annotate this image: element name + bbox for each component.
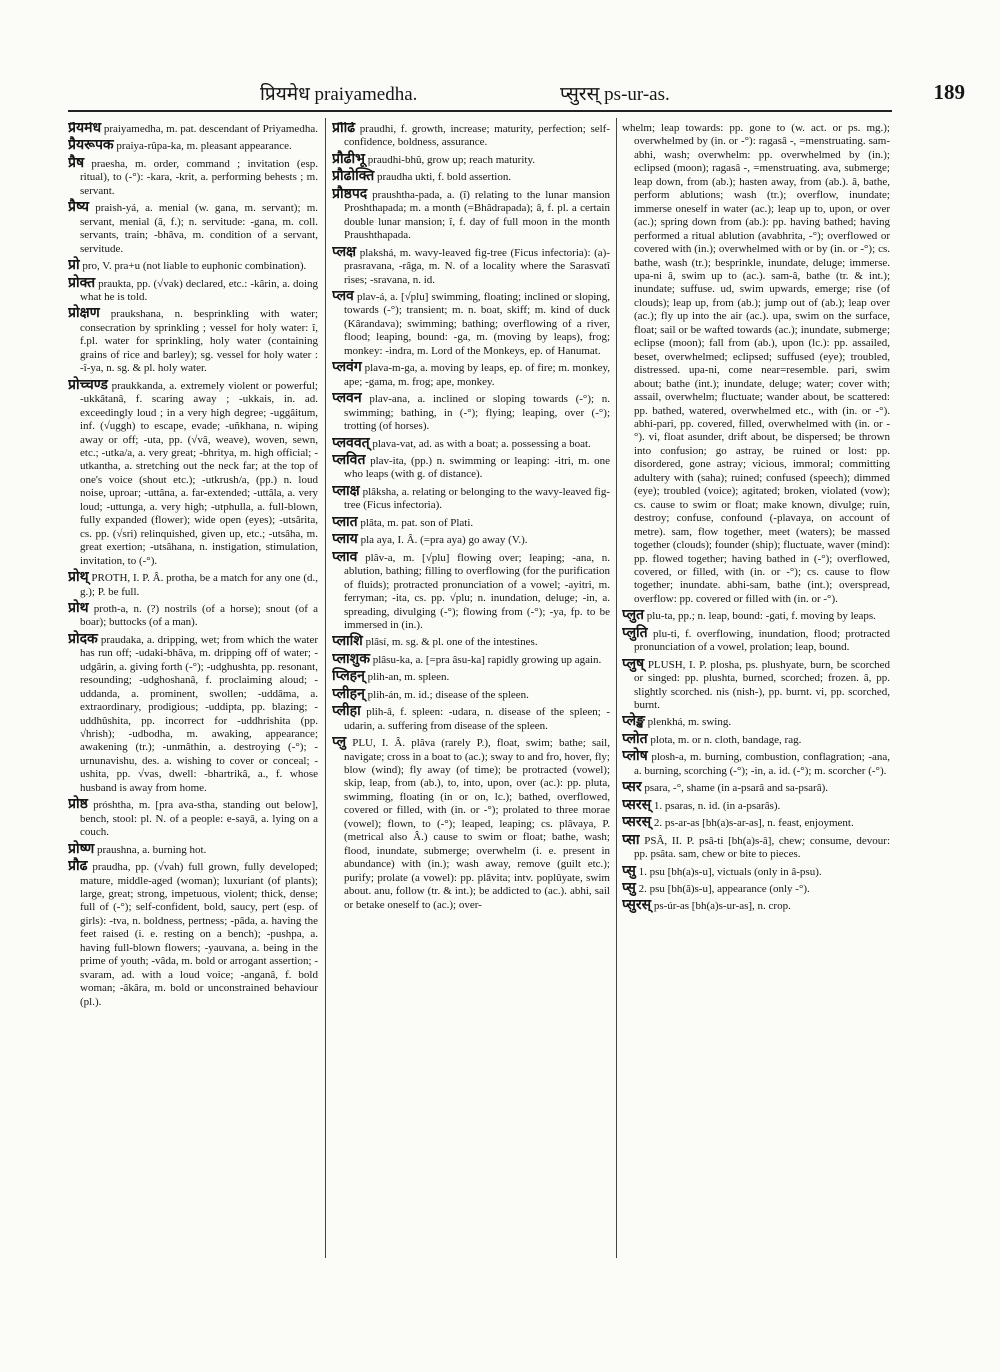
entry-headword: प्लोत — [622, 731, 648, 747]
dictionary-entry — [622, 781, 890, 795]
entry-headword: प्रोष्ण — [68, 841, 95, 857]
entry-definition: 1. psu [bh(a)s-u], victuals (only in â-psu). — [638, 865, 822, 878]
entry-headword: प्लाशुक — [332, 651, 370, 667]
header-right-guideword: प्सुरस् ps-ur-as. — [560, 84, 670, 105]
entry-definition: ps-úr-as [bh(a)s-ur-as], n. crop. — [653, 900, 791, 913]
entry-headword: प्लिहन् — [332, 669, 365, 685]
entry-definition: plosh-a, m. burning, combustion, conflagration; -ana, a. burning, scorching (-°); -in, a. id. (-°); m. scorcher (-°). — [634, 751, 890, 777]
dictionary-entry — [332, 688, 610, 702]
entry-headword: प्रोथ् — [68, 570, 89, 586]
dictionary-entry — [68, 843, 318, 857]
entry-definition: praukshana, n. besprinkling with water; consecration by sprinkling ; vessel for holy water: î, f.pl. water for sprinkling, holy water (containing grains of rice and barley); sg. vessel for holy water : -î-ya, n. sg. & pl. holy water. — [80, 308, 318, 375]
dictionary-entry — [68, 571, 318, 599]
entry-definition: praudhi-bhû, grow up; reach maturity. — [367, 153, 535, 166]
dictionary-entry — [68, 798, 318, 839]
column-divider — [325, 118, 326, 1258]
entry-headword: प्लाशि — [332, 634, 363, 650]
entry-definition: praesha, m. order, command ; invitation (esp. ritual), to (-°): -kara, -krit, a. performing behests ; m. servant. — [80, 157, 318, 197]
entry-definition: plâta, m. pat. son of Plati. — [360, 516, 474, 529]
entry-definition: plâksha, a. relating or belonging to the wavy-leaved fig-tree (Ficus infectoria). — [344, 485, 610, 512]
column-divider — [616, 118, 617, 1258]
dictionary-entry — [622, 715, 890, 729]
entry-definition: praiyamedha, m. pat. descendant of Priyamedha. — [103, 123, 318, 135]
entry-headword: प्रोदक — [68, 631, 98, 647]
entry-headword: प्लुति — [622, 625, 648, 641]
entry-definition: praudha, pp. (√vah) full grown, fully developed; mature, middle-aged (woman); luxuriant (of plants); large, great; strong, impetuous, violent; thick, dense; full of (-°); self-confident, bold, saucy, pert (esp. of girls): -tva, n. boldness, pertness; -pâda, a. having the feet raised (i. e. resting on a bench); -pushpa, a. having full-blown flowers; -yauvana, a. being in the prime of youth; -vâda, m. bold or arrogant assertion; -svaram, ad. with a loud voice; -anganâ, f. bold woman; -âkâra, m. bold or unconstrained behaviour (pl.). — [80, 861, 318, 1008]
dictionary-entry — [332, 290, 610, 358]
entry-headword: प्रैयरूपक — [68, 138, 114, 154]
entry-headword: प्सर — [622, 780, 642, 796]
dictionary-entry — [622, 658, 890, 713]
column-2 — [332, 122, 610, 1357]
entry-headword: प्लाव — [332, 549, 358, 565]
dictionary-entry — [332, 635, 610, 649]
entry-headword: प्रोक्षण — [68, 306, 100, 322]
dictionary-entry — [68, 157, 318, 198]
entry-definition: 1. psaras, n. id. (in a-psarâs). — [653, 799, 781, 812]
dictionary-entry — [332, 392, 610, 433]
entry-definition: plava-vat, ad. as with a boat; a. possessing a boat. — [372, 437, 591, 450]
dictionary-entry — [332, 170, 610, 184]
entry-headword: प्लात — [332, 514, 358, 530]
entry-headword: प्सरस् — [622, 815, 652, 831]
entry-definition: praukta, pp. (√vak) declared, etc.: -kârin, a. doing what he is told. — [80, 277, 318, 303]
entry-headword: प्रौढीभू — [332, 151, 365, 167]
entry-definition: praukkanda, a. extremely violent or powerful; -ukkâtanâ, f. scaring away ; -ukkais, in. ad. exceedingly loud ; in a very high degree; -uggâitum, inf. (√uggh) to escape, evade; -uñkhana, n. wiping away or off; -uta, pp. (√vâ, weave), woven, sewn, etc.; -utka/a, a. very great; -bhritya, m. high official; -utkantha, a. stretching out the neck far; at the top of one's voice (shout etc.); -utkrush/a, (pp.) n. loud noise, uproar; -uttâna, a. far-extended; -uttâla, a. very loud; -uttunga, a. very high; -utphulla, a. full-blown, fully expanded (flower); wide open (eyes); -utsârita, cs. pp. (√sri) relinquished, given up, etc.; -utsâha, m. great exertion; -utsâhana, n. instigation, stimulation, invitation, to (-°). — [80, 379, 318, 567]
header-rule — [68, 110, 892, 112]
entry-headword: प्सा — [622, 832, 640, 848]
dictionary-entry — [622, 122, 890, 606]
entry-headword: प्सु — [622, 863, 636, 879]
entry-headword: प्रो — [68, 258, 80, 274]
dictionary-entry — [68, 633, 318, 795]
entry-definition: plu-ti, f. overflowing, inundation, flood; protracted pronunciation of a vowel, prolation; leap, bound. — [634, 627, 890, 654]
dictionary-entry — [622, 865, 890, 879]
entry-definition: plav-á, a. [√plu] swimming, floating; inclined or sloping, towards (-°); transient; m. n. boat, skiff; m. kind of duck (Kârandava); swimming; bathing; overflowing of a river, flood; leaping, bound: -ga, m. (moving by leaps), frog; monkey: -indra, m. Lord of the Monkeys, ep. of Hanumat. — [344, 290, 610, 357]
entry-definition: plakshá, m. wavy-leaved fig-tree (Ficus infectoria): (a)-prasravana, -râga, m. N. of a locality where the Sarasvatî rises; -sravana, n. id. — [344, 246, 610, 286]
entry-definition: plu-ta, pp.; n. leap, bound: -gati, f. moving by leaps. — [646, 610, 876, 623]
dictionary-entry — [622, 816, 890, 830]
dictionary-entry — [68, 307, 318, 375]
entry-definition: praudaka, a. dripping, wet; from which the water has run off; -udaki-bhâva, m. dripping off of water; -udgârin, a. giving forth (-°); -udghushta, pp. resonant, resounding; -udghoshanâ, f. proclaiming aloud; -uddanda, a. prominent, swollen; -uddâma, a. extraordinary, prodigious; -uddipta, pp. blazing; -uddhûshita, pp. incorrect for -uddhrishita (pp. √hrish); -udbodha, m. awaking, appearance; awakening (tr.); -unmâthin, a. destroying (-°); -urnunavishu, des. a. wishing to cover or conceal; -ushita, pp. √vas, dwell: -bhartrikâ, a., f. whose husband is away from home. — [80, 633, 318, 794]
dictionary-entry — [332, 516, 610, 530]
dictionary-entry — [332, 705, 610, 733]
entry-definition: praudhi, f. growth, increase; maturity, perfection; self-confidence, boldness, assurance. — [344, 123, 610, 149]
dictionary-entry — [622, 627, 890, 655]
entry-definition: pro, V. pra+u (not liable to euphonic combination). — [82, 260, 307, 273]
entry-headword: प्लाय — [332, 532, 358, 548]
entry-headword: प्लव — [332, 288, 354, 304]
dictionary-entry — [68, 860, 318, 1009]
entry-definition: plava-m-ga, a. moving by leaps, ep. of fire; m. monkey, ape; -gama, m. frog; ape, monkey. — [344, 362, 610, 388]
dictionary-entry — [622, 750, 890, 778]
dictionary-entry — [68, 259, 318, 273]
dictionary-entry — [622, 899, 890, 913]
entry-headword: प्लाक्ष — [332, 483, 360, 499]
entry-headword: प्सु — [622, 881, 636, 897]
entry-definition: whelm; leap towards: pp. gone to (w. act. or ps. mg.); overwhelmed by (in. or -°): ragasâ -, =menstruating. sam-abhi, wash; overwhelm: pp. overwhelmed by (in.); eclipsed (moon); ragasâ -, =menstruating. ava, submerge; leap down, from (ab.); hasten away, from (ab.). â, bathe, perform ablutions; wash (tr.); overflow, inundate; immerse oneself in water (ac.); leap up to, upon, or over (ac.); spring down from (ab.): pp. having bathed; having performed a ritual ablution (avabhrita, -°); overflowed or covered with (in.); overwhelmed with or by (in. or -°); cs. bathe, wash (tr.); besprinkle, inundate, deluge; immerse. upa-ni â, swim up to (ac.). sam-â, bathe (tr. & int.); inundate; suffuse. ud, swim upwards, emerge; rise (of clouds); leap up, from (ab.); jump out of (ab.); leap over (ac.); fly up into the air (ac.). upa, swim on the surface, float; sail or be wafted towards (ac.); inundate, submerge; eclipse (moon); fall from (ab.), upon (lc.): pp. assailed, beset, overwhelmed; eclipsed; suffused (eye); troubled, distressed. upa-ni, come near=resemble. pari, swim about; bathe (int.); inundate, deluge; water; cover with; assail, overwhelm; fluctuate; wander about, be scattered: pp. bathed, watered, overwhelmed etc., with (in. or -°). abhi-pari, pp. covered, filled, overwhelmed with (in. or -°). vi, float asunder, drift about, be dispersed; be thrown into confusion; go astray, be ruined or lost: pp. disordered, gone astray; vicious, immoral; committing adultery with (saha); ruined; confused (speech); dimmed (eye); troubled (voice); agitated; broken, violated (vow); cs. cause to swim or float; make known, divulge; ruin, destroy; confuse, confound (-plavaya, on account of metre). sam, flow together, meet (waters); be massed together (clouds); founder (ship); fluctuate, waver (mind): pp. flowed together; having bathed in (-°); overflowed, covered, or filled, with (in. or -°); cs. cause to flow together; inundate. abhi-sam, bathe (int.); overspread, overflow: pp. covered or filled with (in. or -°). — [622, 122, 890, 605]
entry-definition: PLU, I. Â. plâva (rarely P.), float, swim; bathe; sail, navigate; cross in a boat to (ac.); sway to and fro, hover, fly; blow (wind); fly away (of time); be protracted (vowel); skip, leap, from (ab.), to, into, upon, over (ac.): pp. pluta, swimming, floating (in or on, lc.); bathed, overflowed, covered or filled, with (in. or -°); prolated to three morae (vowel); flown, to (-°); leaped, leaping; cs. plâvaya, P. (metrical also Â.) cause to swim or float; bathe, wash; flood, inundate, submerge; overwhelm (i. e. present in abundance) with (in.); wash away, remove (guilt etc.); purify; prolate (a vowel): pp. plâvita; intv. poplûyate, swim about. anu, follow (tr. & int.); be addicted to (ac.). abhi, sail or betake oneself to (ac.); over- — [344, 737, 610, 911]
entry-definition: plota, m. or n. cloth, bandage, rag. — [650, 733, 802, 746]
dictionary-entry — [622, 609, 890, 623]
entry-headword: प्रौढि — [332, 122, 356, 136]
entry-definition: psara, -°, shame (in a-psarâ and sa-psarâ). — [644, 782, 829, 795]
dictionary-entry — [622, 834, 890, 862]
column-3 — [622, 122, 890, 1357]
entry-definition: plav-ita, (pp.) n. swimming or leaping: -itri, m. one who leaps (with g. of distance). — [344, 454, 610, 481]
entry-definition: praushtha-pada, a. (î) relating to the lunar mansion Proshthapada; m. a month (=Bhâdrapada); â, f. pl. a certain double lunar mansion; î, f. day of full moon in the month Praushthapada. — [344, 188, 610, 242]
entry-definition: praudha ukti, f. bold assertion. — [376, 171, 512, 184]
page-number: 189 — [933, 80, 965, 104]
dictionary-entry — [332, 670, 610, 684]
entry-definition: praiya-rûpa-ka, m. pleasant appearance. — [116, 140, 292, 153]
dictionary-entry — [332, 551, 610, 633]
entry-definition: plâv-a, m. [√plu] flowing over; leaping; -ana, n. ablution, bathing; filling to overflowing (for the purification of fluids); protracted pronunciation of a vowel; -ayitri, m. ferryman; -ita, cs. pp. √plu; n. inundation, deluge; -in, a. spreading, divulging (-°); flowing from (-°); -ya, fp. to be immersed in (in.). — [344, 551, 610, 631]
entry-definition: plenkhá, m. swing. — [647, 716, 732, 729]
page-header — [70, 80, 965, 114]
dictionary-entry — [622, 733, 890, 747]
dictionary-entry — [332, 736, 610, 912]
dictionary-entry — [332, 437, 610, 451]
entry-definition: proth-a, n. (?) nostrils (of a horse); snout (of a boar); buttocks (of a man). — [80, 602, 318, 629]
entry-headword: प्लववत् — [332, 435, 370, 451]
entry-headword: प्रोक्त — [68, 275, 96, 291]
dictionary-entry — [332, 653, 610, 667]
entry-headword: प्सुरस् — [622, 898, 652, 914]
entry-headword: प्लेङ्ख — [622, 714, 645, 730]
dictionary-entry — [68, 602, 318, 630]
entry-headword: प्रोष्ठ — [68, 797, 88, 813]
entry-headword: प्रैष्य — [68, 200, 90, 216]
entry-headword: प्लवंग — [332, 360, 362, 376]
entry-definition: 2. ps-ar-as [bh(a)s-ar-as], n. feast, enjoyment. — [653, 817, 854, 830]
entry-definition: PLUSH, I. P. plosha, ps. plushyate, burn, be scorched or singed: pp. plushta, burned, scorched; frozen. â, pp. slightly scorched. nis (nish-), pp. burnt. vi, pp. scorched, burnt. — [634, 658, 890, 712]
header-left-guideword: प्रियमेध praiyamedha. — [260, 84, 418, 105]
dictionary-entry — [68, 277, 318, 305]
dictionary-entry — [332, 454, 610, 482]
entry-definition: próshtha, m. [pra ava-stha, standing out below], bench, stool: pl. N. of a people: e-sayâ, a. lying on a couch. — [80, 799, 318, 839]
column-1 — [68, 122, 318, 1357]
dictionary-entry — [332, 246, 610, 287]
entry-definition: praushna, a. burning hot. — [96, 843, 207, 856]
dictionary-entry — [332, 361, 610, 389]
entry-headword: प्लक्ष — [332, 244, 357, 260]
entry-headword: प्लोष — [622, 749, 648, 765]
dictionary-entry — [622, 799, 890, 813]
dictionary-entry — [332, 122, 610, 150]
entry-definition: plih-án, m. id.; disease of the spleen. — [367, 688, 529, 701]
entry-headword: प्रैष — [68, 155, 85, 171]
dictionary-entry — [68, 379, 318, 568]
entry-headword: प्लुत — [622, 608, 645, 624]
entry-definition: plih-an, m. spleen. — [367, 671, 450, 684]
entry-headword: प्रौढोक्ति — [332, 169, 375, 185]
entry-headword: प्लु — [332, 735, 347, 751]
entry-definition: plav-ana, a. inclined or sloping towards (-°); n. swimming; bathing, in (-°); flying; leaping, over (-°); trotting (of horses). — [344, 393, 610, 433]
entry-headword: प्लीहन् — [332, 686, 365, 702]
dictionary-entry — [68, 139, 318, 153]
entry-headword: प्रोथ — [68, 600, 89, 616]
entry-headword: प्सरस् — [622, 797, 652, 813]
entry-headword: प्लीहा — [332, 704, 361, 720]
entry-headword: प्लुष् — [622, 656, 645, 672]
dictionary-entry — [332, 485, 610, 513]
dictionary-entry — [622, 882, 890, 896]
entry-headword: प्रौष्ठपद — [332, 186, 368, 202]
dictionary-entry — [68, 122, 318, 136]
dictionary-entry — [332, 188, 610, 243]
entry-headword: प्लवित — [332, 452, 366, 468]
entry-definition: 2. psu [bh(â)s-u], appearance (only -°). — [638, 883, 810, 896]
entry-headword: प्लवन — [332, 391, 362, 407]
dictionary-entry — [332, 533, 610, 547]
entry-definition: plih-â, f. spleen: -udara, n. disease of the spleen; -udarin, a. suffering from disease of the spleen. — [344, 706, 610, 732]
entry-definition: PROTH, I. P. Â. protha, be a match for any one (d., g.); P. be full. — [80, 572, 318, 598]
entry-headword: प्रोच्चण्ड — [68, 377, 108, 393]
entry-definition: praish-yá, a. menial (w. gana, m. servant); m. servant, menial (â, f.); n. servitude: -gana, m. coll. servants, train; -bhâva, m. condition of a servant, servitude. — [80, 202, 318, 255]
entry-definition: pla aya, I. Â. (=pra aya) go away (V.). — [360, 534, 528, 547]
entry-headword: प्रौढ — [68, 859, 88, 875]
entry-definition: plâsu-ka, a. [=pra âsu-ka] rapidly growing up again. — [372, 653, 602, 666]
dictionary-entry — [332, 153, 610, 167]
dictionary-entry — [68, 201, 318, 256]
entry-headword: प्रैयमेध — [68, 122, 102, 136]
entry-definition: plâsí, m. sg. & pl. one of the intestines. — [365, 636, 538, 649]
entry-definition: PSÂ, II. P. psâ-ti [bh(a)s-â], chew; consume, devour: pp. psâta. sam, chew or bite to pieces. — [634, 834, 890, 861]
